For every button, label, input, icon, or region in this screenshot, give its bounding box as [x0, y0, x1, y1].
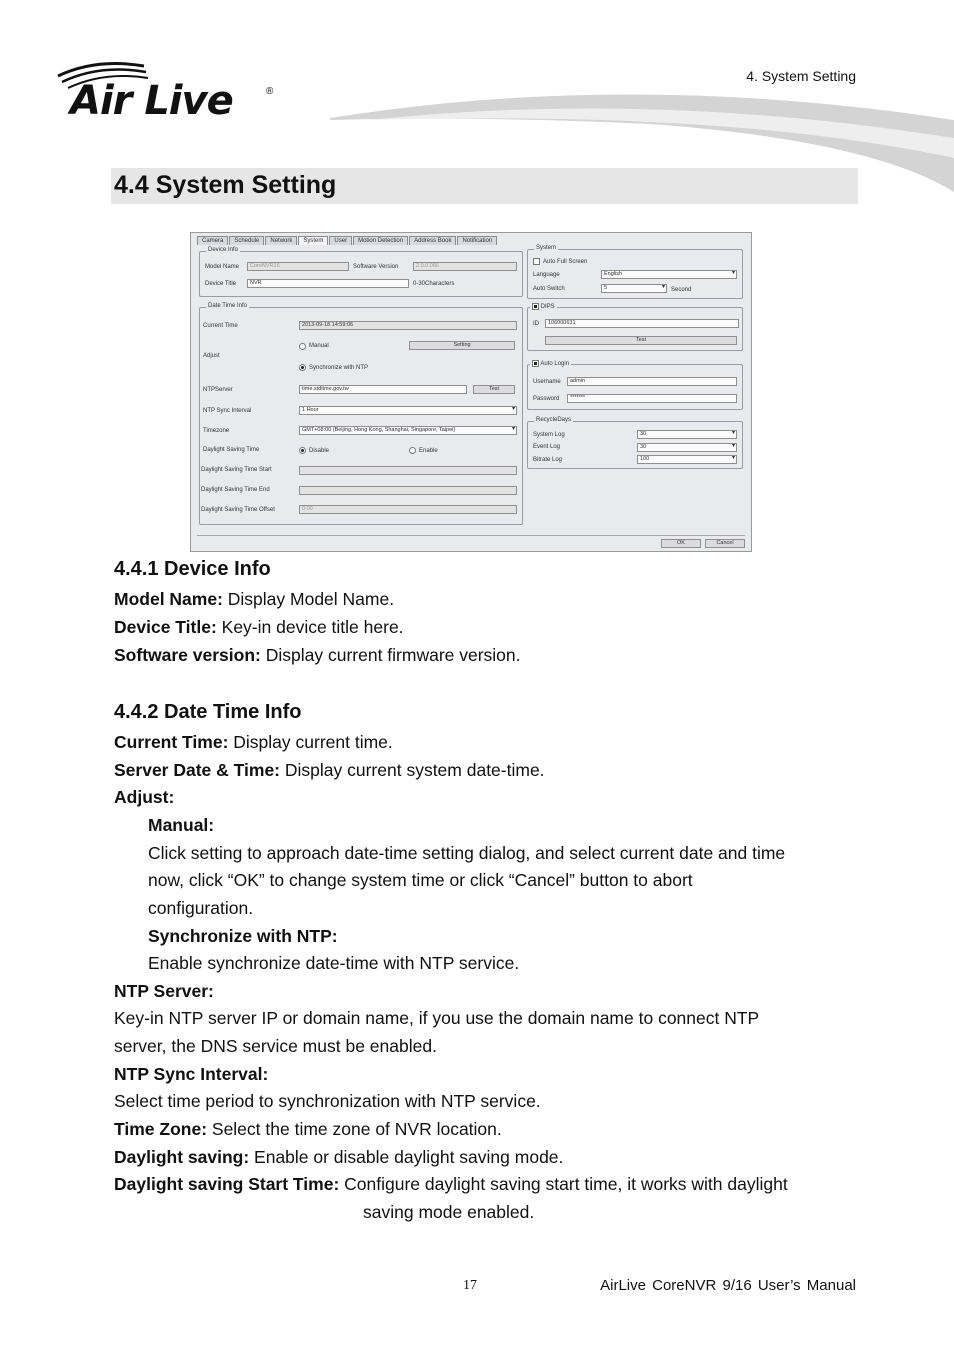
tab-user[interactable]: User: [329, 236, 352, 245]
current-time-field: 2013-09-18 14:59:06: [299, 321, 517, 330]
auto-switch-select[interactable]: 5 ▾: [601, 284, 667, 293]
dst-end-field: [299, 486, 517, 495]
ntp-interval-term: NTP Sync Interval:: [114, 1064, 269, 1084]
dips-title: [530, 303, 557, 310]
sync-ntp-label: Synchronize with NTP: [309, 365, 369, 371]
sync-ntp-radio[interactable]: [299, 364, 306, 371]
system-log-label: System Log: [533, 432, 565, 438]
auto-login-checkbox[interactable]: [532, 360, 539, 367]
manual-desc-3: configuration.: [148, 898, 254, 918]
dst-start-desc-2: saving mode enabled.: [363, 1202, 535, 1222]
auto-login-title: [530, 360, 571, 367]
dst-label: Daylight Saving Time: [203, 447, 260, 453]
dst-enable-radio[interactable]: [409, 447, 416, 454]
recycle-days-title: RecycleDays: [536, 417, 572, 423]
server-date-time-line: Server Date & Time: Display current system date-time.: [114, 760, 545, 780]
daylight-saving-line: Daylight saving: Enable or disable daylight saving mode.: [114, 1147, 564, 1167]
timezone-label: Timezone: [203, 428, 230, 434]
settings-tabs: [197, 236, 498, 245]
dst-disable-label: Disable: [309, 448, 330, 454]
tab-address-book[interactable]: Address Book: [409, 236, 456, 245]
device-info-heading: 4.4.1 Device Info: [114, 558, 271, 580]
footer-divider: [197, 535, 745, 536]
registered-mark-icon: ®: [266, 86, 274, 97]
date-time-heading: 4.4.2 Date Time Info: [114, 701, 302, 723]
sync-ntp-term: Synchronize with NTP:: [148, 926, 338, 946]
system-setting-screenshot: [190, 232, 752, 552]
username-input[interactable]: admin: [567, 377, 737, 386]
timezone-line: Time Zone: Select the time zone of NVR location.: [114, 1119, 502, 1139]
language-label: Language: [533, 272, 560, 278]
ntp-test-button[interactable]: Test: [473, 385, 515, 394]
ntp-server-input[interactable]: time.stdtime.gov.tw: [299, 385, 467, 394]
dips-test-button[interactable]: Test: [545, 336, 737, 345]
dst-offset-field: 0:00: [299, 505, 517, 514]
section-header-bar: [111, 168, 858, 204]
password-input[interactable]: *******: [567, 394, 737, 403]
device-title-line: Device Title: Key-in device title here.: [114, 617, 404, 637]
bitrate-log-label: Bitrate Log: [533, 457, 563, 463]
tab-motion-detection[interactable]: Motion Detection: [353, 236, 408, 245]
device-title-input[interactable]: NVR: [247, 279, 409, 288]
section-title: 4.4 System Setting: [114, 171, 337, 199]
sync-ntp-desc: Enable synchronize date-time with NTP service.: [148, 953, 520, 973]
ok-button[interactable]: OK: [661, 539, 701, 548]
dst-start-label: Daylight Saving Time Start: [201, 467, 272, 473]
tab-network[interactable]: Network: [265, 236, 297, 245]
manual-desc-2: now, click “OK” to change system time or click “Cancel” button to abort: [148, 870, 693, 890]
event-log-select[interactable]: 30 ▾: [637, 443, 737, 452]
dst-enable-label: Enable: [419, 448, 438, 454]
tab-camera[interactable]: Camera: [197, 236, 228, 245]
current-time-label: Current Time: [203, 323, 238, 329]
event-log-label: Event Log: [533, 444, 561, 450]
dst-start-field: [299, 466, 517, 475]
username-label: Username: [533, 379, 561, 385]
device-title-label: Device Title: [205, 281, 237, 287]
system-title: System: [536, 245, 557, 251]
adjust-term: Adjust:: [114, 787, 175, 807]
manual-radio[interactable]: [299, 343, 306, 350]
ntp-server-desc-1: Key-in NTP server IP or domain name, if you use the domain name to connect NTP: [114, 1008, 760, 1028]
auto-login-group: [527, 361, 743, 410]
device-info-group: [199, 247, 523, 297]
auto-full-screen-label: Auto Full Screen: [543, 259, 588, 265]
ntp-interval-desc: Select time period to synchronization with NTP service.: [114, 1091, 541, 1111]
airlive-logo: Air Live: [70, 78, 233, 124]
model-name-field: CoreNVR16: [247, 262, 349, 271]
software-version-label: Software Version: [353, 264, 399, 270]
software-version-line: Software version: Display current firmware version.: [114, 645, 521, 665]
auto-full-screen-checkbox[interactable]: [533, 258, 540, 265]
device-info-title: Device Info: [208, 247, 239, 253]
language-select[interactable]: English ▾: [601, 270, 737, 279]
setting-button[interactable]: Setting: [409, 341, 515, 350]
tab-system[interactable]: System: [298, 236, 328, 245]
ntp-interval-label: NTP Sync Interval: [203, 408, 252, 414]
manual-title: AirLive CoreNVR 9/16 User’s Manual: [600, 1277, 856, 1294]
tab-notification[interactable]: Notification: [457, 236, 497, 245]
password-label: Password: [533, 396, 560, 402]
system-log-select[interactable]: 30 ▾: [637, 430, 737, 439]
device-title-hint: 0-30Characters: [413, 281, 455, 287]
ntp-server-term: NTP Server:: [114, 981, 214, 1001]
adjust-label: Adjust: [203, 353, 220, 359]
ntp-server-desc-2: server, the DNS service must be enabled.: [114, 1036, 437, 1056]
auto-login-title-label: Auto Login: [540, 361, 570, 368]
current-time-line: Current Time: Display current time.: [114, 732, 393, 752]
manual-label: Manual: [309, 343, 329, 349]
page-number: 17: [463, 1278, 477, 1293]
dst-end-label: Daylight Saving Time End: [201, 487, 270, 493]
dips-id-input[interactable]: 106000631: [545, 319, 739, 328]
software-version-field: 2.0.0.066: [413, 262, 517, 271]
dst-offset-label: Daylight Saving Time Offset: [201, 507, 275, 513]
chapter-label: 4. System Setting: [746, 68, 856, 84]
manual-term: Manual:: [148, 815, 215, 835]
dips-checkbox[interactable]: [532, 303, 539, 310]
auto-switch-unit: Second: [671, 287, 692, 293]
manual-desc-1: Click setting to approach date-time setting dialog, and select current date and time: [148, 843, 786, 863]
timezone-select[interactable]: GMT+08:00 (Beijing, Hong Kong, Shanghai, Singapore, Taipei) ▾: [299, 426, 517, 435]
dips-id-label: ID: [533, 321, 539, 327]
date-time-info-title: Date Time Info: [208, 303, 248, 309]
dips-title-label: DIPS: [540, 304, 555, 311]
model-name-label: Model Name: [205, 264, 240, 270]
ntp-server-label: NTPServer: [203, 387, 233, 393]
dst-disable-radio[interactable]: [299, 447, 306, 454]
ntp-interval-select[interactable]: 1 Hour ▾: [299, 406, 517, 415]
auto-switch-label: Auto Switch: [533, 286, 565, 292]
tab-schedule[interactable]: Schedule: [229, 236, 264, 245]
cancel-button[interactable]: Cancel: [705, 539, 745, 548]
bitrate-log-select[interactable]: 100 ▾: [637, 455, 737, 464]
model-name-line: Model Name: Display Model Name.: [114, 589, 395, 609]
dst-start-line: Daylight saving Start Time: Configure daylight saving start time, it works with daylight: [114, 1174, 788, 1194]
